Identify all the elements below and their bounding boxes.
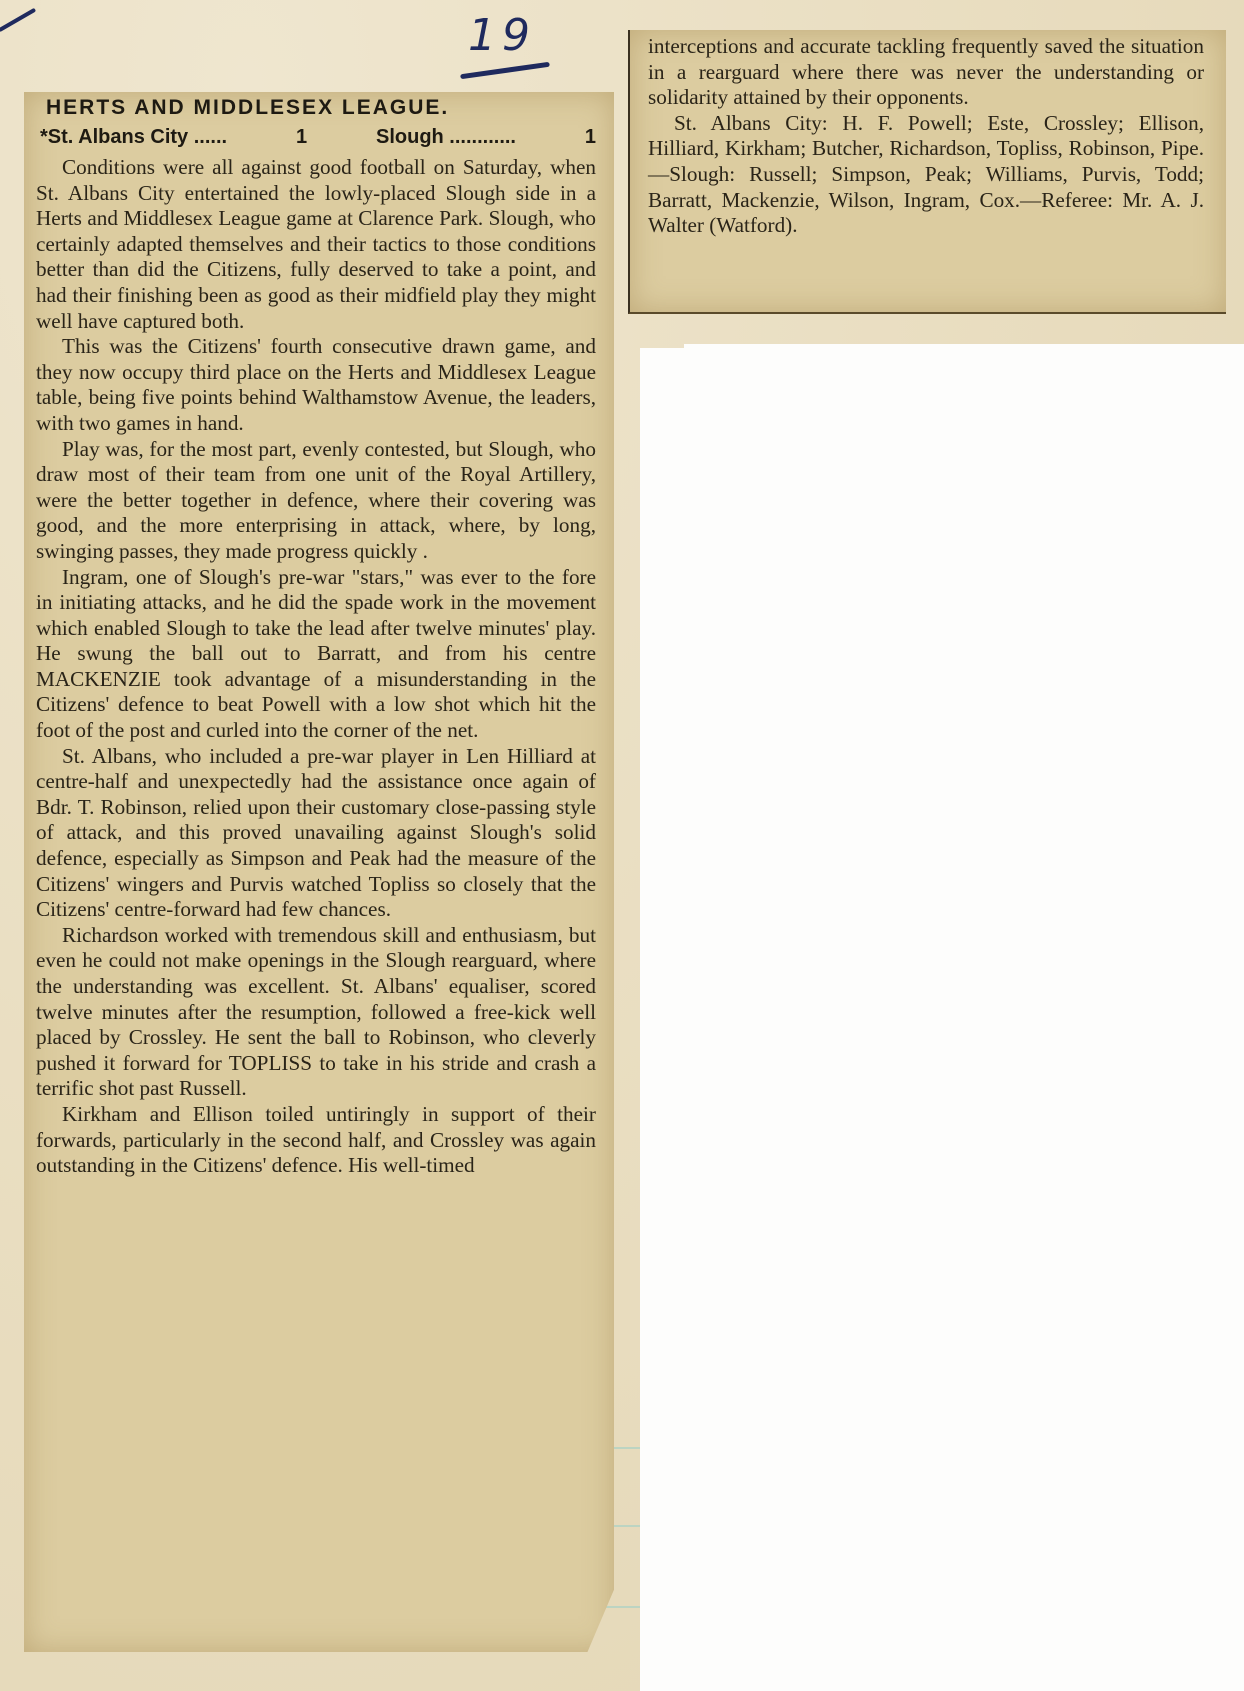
- article-continuation-column: [648, 34, 1204, 239]
- article-headline: HERTS AND MIDDLESEX LEAGUE.: [46, 96, 450, 119]
- article-paragraph: This was the Citizens' fourth consecutive drawn game, and they now occupy third place on the Herts and Middlesex League table, being five points behind Walthamstow Avenue, the leaders, with two games in hand.: [36, 334, 596, 435]
- away-team: Slough ............: [375, 126, 516, 148]
- continuation-paragraph: interceptions and accurate tackling frequently saved the situation in a rearguard where there was never the understanding or solidarity attained by their opponents.: [648, 34, 1204, 110]
- home-team: *St. Albans City ......: [40, 126, 228, 148]
- handwritten-page-number: 19: [468, 10, 536, 61]
- article-paragraph: Play was, for the most part, evenly contested, but Slough, who draw most of their team from one unit of the Royal Artillery, were the better together in defence, where their covering was good, and the more enterprising in attack, where, by long, swinging passes, they made progress quickly .: [36, 436, 596, 563]
- article-paragraph: St. Albans, who included a pre-war player in Len Hilliard at centre-half and unexpectedly had the assistance once again of Bdr. T. Robinson, relied upon their customary close-passing style of attack, and this proved unavailing against Slough's solid defence, especially as Simpson and Peak had the measure of the Citizens' wingers and Purvis watched Topliss so closely that the Citizens' centre-forward had few chances.: [36, 743, 596, 922]
- match-score-line: [40, 126, 596, 149]
- away-score: 1: [584, 126, 596, 148]
- article-paragraph: Kirkham and Ellison toiled untiringly in support of their forwards, particularly in the second half, and Crossley was again outstanding in the Citizens' defence. His well-timed: [36, 1101, 596, 1178]
- article-paragraph: Ingram, one of Slough's pre-war "stars," was ever to the fore in initiating attacks, and he did the spade work in the movement which enabled Slough to take the lead after twelve minutes' play. He swung the ball out to Barratt, and from his centre MACKENZIE took advantage of a misunderstanding in the Citizens' defence to beat Powell with a low shot which hit the foot of the post and curled into the corner of the net.: [36, 564, 596, 743]
- team-lineups: St. Albans City: H. F. Powell; Este, Crossley; Ellison, Hilliard, Kirkham; Butcher, Richardson, Topliss, Robinson, Pipe.—Slough: Russell; Simpson, Peak; Williams, Purvis, Todd; Barratt, Mackenzie, Wilson, Ingram, Cox.—Referee: Mr. A. J. Walter (Watford).: [648, 110, 1204, 238]
- home-score: 1: [295, 126, 308, 148]
- article-paragraph: Richardson worked with tremendous skill and enthusiasm, but even he could not make openings in the Slough rearguard, where the understanding was excellent. St. Albans' equaliser, scored twelve minutes after the resumption, followed a free-kick well placed by Crossley. He sent the ball to Robinson, who cleverly pushed it forward for TOPLISS to take in his stride and crash a terrific shot past Russell.: [36, 922, 596, 1101]
- article-main-column: [36, 96, 596, 1179]
- blank-white-sheet: [640, 348, 1244, 1691]
- article-paragraph: Conditions were all against good football on Saturday, when St. Albans City entertained the lowly-placed Slough side in a Herts and Middlesex League game at Clarence Park. Slough, who certainly adapted themselves and their tactics to those conditions better than did the Citizens, fully deserved to take a point, and had their finishing been as good as their midfield play they might well have captured both.: [36, 155, 596, 333]
